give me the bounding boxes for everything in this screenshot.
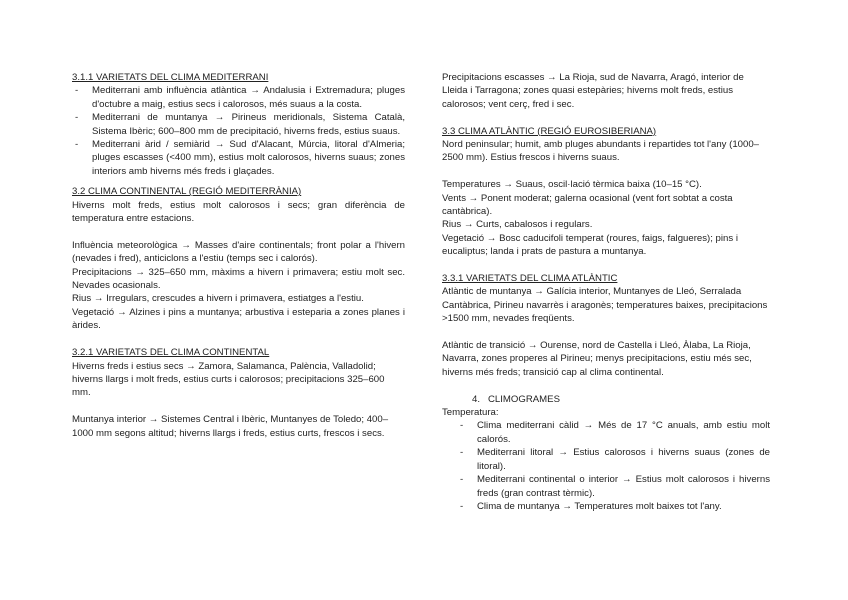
continued-paragraph: Precipitacions escasses → La Rioja, sud de Navarra, Aragó, interior de Lleida i Tarragona; zones quasi estepàries; hiverns molt freds, estius calorosos; vent cerç, fred i sec. bbox=[442, 72, 744, 110]
section-3-3-winds: Vents → Ponent moderat; galerna ocasional (vent fort sobtat a costa cantàbrica). bbox=[442, 192, 733, 218]
section-3-2-vegetation: Vegetació → Alzines i pins a muntanya; arbustiva i esteparia a zones planes i àrides. bbox=[72, 306, 405, 332]
section-3-3-temperatures: Temperatures → Suaus, oscil·lació tèrmica baixa (10–15 °C). bbox=[442, 179, 702, 191]
section-3-3-1-paragraph-2: Atlàntic de transició → Ourense, nord de Castella i Lleó, Àlaba, La Rioja, Navarra, zones properes al Pirineu; menys precipitacions, estiu més sec, hiverns més freds; transició cap al clima continental. bbox=[442, 340, 752, 378]
section-3-3-intro: Nord peninsular; humit, amb pluges abundants i repartides tot l'any (1000–2500 mm). Estius frescos i hiverns suaus. bbox=[442, 139, 760, 164]
list-item: - Clima de muntanya → Temperatures molt baixes tot l'any. bbox=[460, 500, 722, 512]
bullet-dash: - bbox=[75, 112, 79, 124]
section-3-2-1-paragraph-2: Muntanya interior → Sistemes Central i Ibèric, Muntanyes de Toledo; 400–1000 mm segons altitud; hiverns llargs i freds, estius curts, frescos i secs. bbox=[72, 414, 389, 439]
bullet-dash: - bbox=[460, 474, 464, 486]
list-item: - Clima mediterrani càlid → Més de 17 °C anuals, amb estiu molt calorós. bbox=[460, 420, 770, 445]
section-3-3-1-paragraph-1: Atlàntic de muntanya → Galícia interior, Muntanyes de Lleó, Serralada Cantàbrica, Pirineu navarrès i aragonès; temperatures baixes, precipitacions >1500 mm, nevades freqüents. bbox=[442, 286, 768, 325]
list-item: - Mediterrani àrid / semiàrid → Sud d'Alacant, Múrcia, litoral d'Almeria; pluges escasses (<400 mm), estius molt calorosos, hiverns suaus; zones interiors amb hiverns més freds i glaçades. bbox=[75, 139, 405, 177]
section-3-2-rivers: Rius → Irregulars, crescudes a hivern i primavera, estiatges a l'estiu. bbox=[72, 293, 364, 305]
section-3-3-vegetation: Vegetació → Bosc caducifoli temperat (roures, faigs, falgueres); pins i eucaliptus; landa i prats de pastura a muntanya. bbox=[442, 232, 738, 258]
section-3-2-1-heading: 3.2.1 VARIETATS DEL CLIMA CONTINENTAL bbox=[72, 347, 270, 359]
section-3-3-1-heading: 3.3.1 VARIETATS DEL CLIMA ATLÀNTIC bbox=[442, 273, 618, 285]
section-4-number: 4. bbox=[471, 393, 480, 405]
section-4-subheading: Temperatura: bbox=[442, 407, 499, 419]
section-3-1-1-list bbox=[72, 84, 405, 178]
bullet-dash: - bbox=[460, 500, 464, 512]
bullet-dash: - bbox=[75, 85, 79, 97]
list-item: - Mediterrani continental o interior → Estius molt calorosos i hiverns freds (gran contrast tèrmic). bbox=[460, 474, 770, 499]
section-3-3-rivers: Rius → Curts, cabalosos i regulars. bbox=[442, 219, 593, 231]
section-3-2-1-paragraph-1: Hiverns freds i estius secs → Zamora, Salamanca, Palència, Valladolid; hiverns llargs i molt freds, estius curts i calorosos; precipitacions 325–600 mm. bbox=[72, 360, 385, 399]
section-3-2-heading: 3.2 CLIMA CONTINENTAL (REGIÓ MEDITERRÀNIA) bbox=[72, 186, 302, 198]
section-4-heading bbox=[442, 393, 770, 406]
bullet-dash: - bbox=[75, 139, 79, 151]
section-3-1-1-heading: 3.1.1 VARIETATS DEL CLIMA MEDITERRANI bbox=[72, 72, 269, 83]
section-3-2-influence: Influència meteorològica → Masses d'aire continentals; front polar a l'hivern (nevades i fred), anticiclons a l'estiu (temps sec i calorós). bbox=[72, 239, 405, 265]
bullet-dash: - bbox=[460, 447, 464, 459]
section-3-3-heading: 3.3 CLIMA ATLÀNTIC (REGIÓ EUROSIBERIANA) bbox=[442, 125, 657, 137]
left-column bbox=[72, 71, 405, 440]
section-4-title: CLIMOGRAMES bbox=[488, 393, 560, 405]
section-3-2-intro: Hiverns molt freds, estius molt calorosos i secs; gran diferència de temperatura entre estacions. bbox=[72, 199, 405, 225]
bullet-dash: - bbox=[460, 420, 464, 432]
list-item: - Mediterrani litoral → Estius calorosos i hiverns suaus (zones de litoral). bbox=[460, 447, 770, 472]
right-column bbox=[442, 71, 770, 513]
section-4-list bbox=[442, 419, 770, 513]
section-3-2-precipitation: Precipitacions → 325–650 mm, màxims a hivern i primavera; estiu molt sec. Nevades ocasionals. bbox=[72, 266, 405, 292]
list-item: - Mediterrani de muntanya → Pirineus meridionals, Sistema Català, Sistema Ibèric; 600–800 mm de precipitació, hiverns freds, estius suaus. bbox=[75, 112, 405, 137]
list-item: - Mediterrani amb influència atlàntica → Andalusia i Extremadura; pluges d'octubre a maig, estius secs i calorosos, més suaus a la costa. bbox=[75, 85, 405, 110]
